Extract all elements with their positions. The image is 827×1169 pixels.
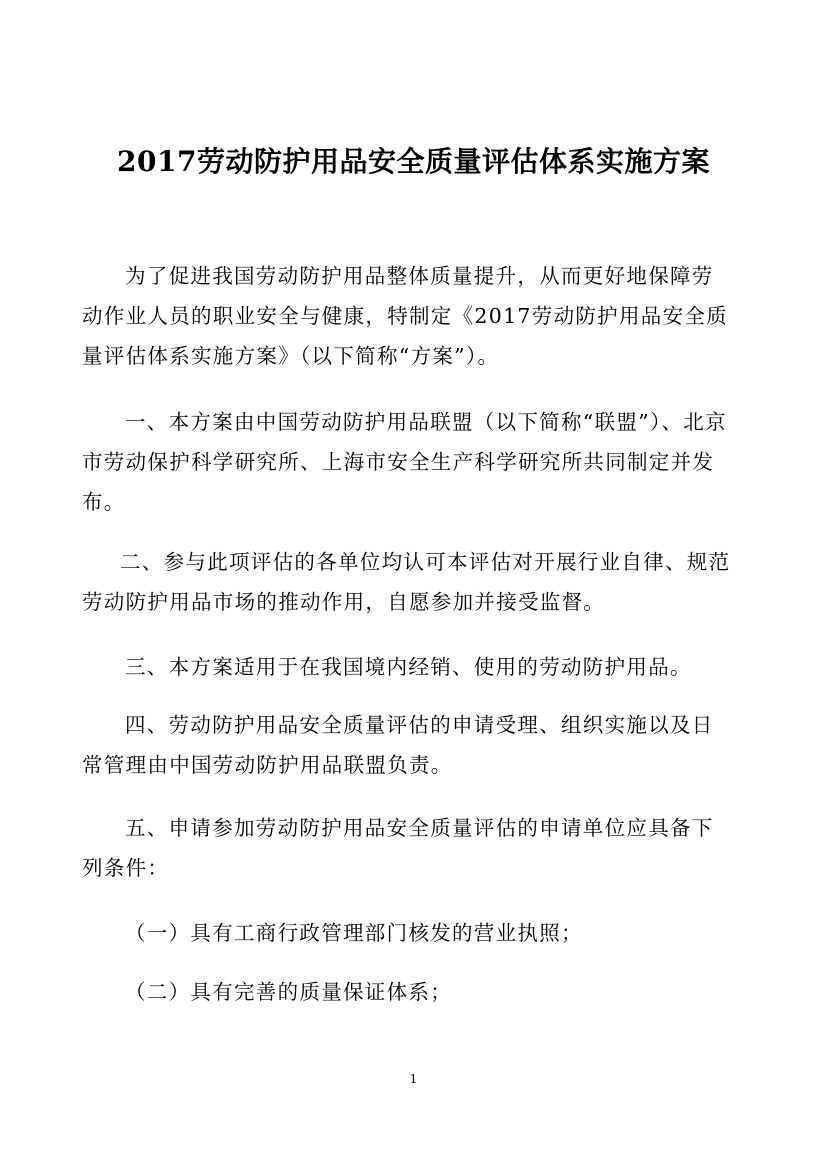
paragraph-item-3: 三、本方案适用于在我国境内经销、使用的劳动防护用品。: [125, 655, 692, 679]
paragraph-item-2: 二、参与此项评估的各单位均认可本评估对开展行业自律、规范劳动防护用品市场的推动作用，自愿参加并接受监督。: [82, 550, 731, 614]
document-title: 2017劳动防护用品安全质量评估体系实施方案: [117, 145, 710, 178]
paragraph-item-4: 四、劳动防护用品安全质量评估的申请受理、组织实施以及日常管理由中国劳动防护用品联盟负责。: [82, 713, 714, 777]
paragraph-sub-item-2: （二）具有完善的质量保证体系；: [125, 980, 452, 1004]
paragraph-sub-item-1: （一）具有工商行政管理部门核发的营业执照；: [125, 921, 583, 945]
page-number: 1: [409, 1072, 418, 1086]
paragraph-item-5: 五、申请参加劳动防护用品安全质量评估的申请单位应具备下列条件：: [82, 816, 714, 880]
paragraph-intro: 为了促进我国劳动防护用品整体质量提升，从而更好地保障劳动作业人员的职业安全与健康，特制定《2017劳动防护用品安全质量评估体系实施方案》（以下简称“方案”）。: [82, 264, 728, 368]
paragraph-item-1: 一、本方案由中国劳动防护用品联盟（以下简称“联盟”）、北京市劳动保护科学研究所、上海市安全生产科学研究所共同制定并发布。: [82, 410, 727, 514]
